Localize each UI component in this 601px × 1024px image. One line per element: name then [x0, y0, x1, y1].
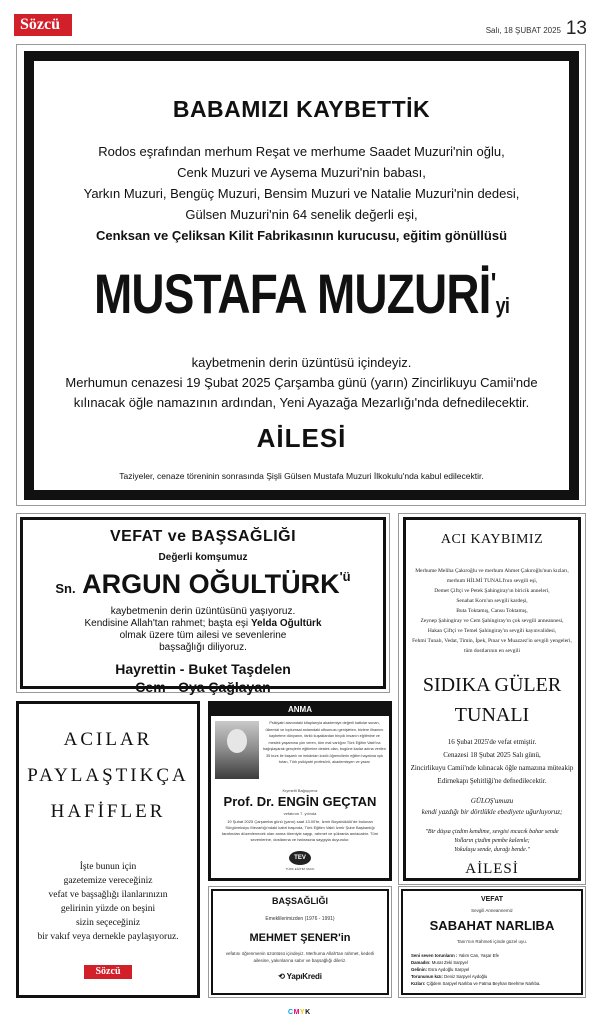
- aci-ad-info-line: Cenazesi 18 Şubat 2025 Salı günü,: [443, 751, 541, 759]
- aci-ad-line: Fehmi Tunalı, Vedat, Timin, İpek, Pınar ve Muazzez'in sevgili yengeleri,: [412, 638, 572, 644]
- cmyk-m: M: [293, 1009, 300, 1016]
- main-ad-funeral-info: [34, 353, 569, 413]
- list-item-label: Seni seven torunların :: [411, 953, 458, 958]
- vefat-ad-line: başsağlığı diliyoruz.: [159, 642, 247, 653]
- aci-ad-name-line: SIDIKA GÜLER: [422, 674, 562, 696]
- list-item-value: Yalım Can, Yaşar Efe: [458, 953, 500, 958]
- list-item-value: Esra Aydoğlu Sarpyel: [428, 967, 470, 972]
- aci-ad-gulos-line: kendi yazdığı bir dörtlükle ebediyete uğurluyoruz;: [421, 808, 563, 816]
- page-number: 13: [565, 18, 587, 39]
- acilar-ad-head-line: PAYLAŞTIKÇA: [27, 765, 189, 786]
- list-item-value: Çiğdem Sarpyel Narlıba ve Fatma Beyhan Beehme Narlıba.: [426, 981, 541, 986]
- list-item-label: Kızları:: [411, 981, 426, 986]
- main-ad-line: Cenk Muzuri ve Aysema Muzuri'nin babası,: [177, 165, 426, 180]
- aci-ad-line: tüm dostlarının en sevgili: [463, 648, 521, 654]
- acilar-ad-body-line: İşte bunun için: [79, 862, 137, 872]
- vefat-ad-subtitle: Değerli komşumuz: [158, 552, 248, 563]
- aci-ad-line: Senahat Korn'un sevgili kardeşi,: [456, 598, 528, 604]
- aci-ad: [403, 517, 581, 881]
- acilar-ad-head-line: HAFİFLER: [50, 801, 166, 822]
- main-ad-after-line: kaybetmenin derin üzüntüsü içindeyiz.: [191, 355, 412, 370]
- aci-ad-lines: [406, 566, 578, 656]
- list-item-value: Deniz Sarpyel Aydoğlu: [444, 974, 488, 979]
- main-ad-bold-line: Cenksan ve Çeliksan Kilit Fabrikasının kurucusu, eğitim gönüllüsü: [95, 228, 508, 243]
- vefat-ad-name-text: ARGUN OĞULTÜRK: [82, 569, 340, 599]
- sab-ad-subtitle: Sevgili Anneannemiz: [471, 908, 513, 913]
- aci-ad-info-line: 16 Şubat 2025'de vefat etmiştir.: [447, 738, 537, 746]
- main-ad-line: Gülsen Muzuri'nin 64 senelik değerli eşi,: [185, 207, 418, 222]
- aci-ad-name-line: TUNALI: [454, 704, 530, 726]
- sozcu-logo: Sözcü: [14, 14, 72, 36]
- sab-ad-name: SABAHAT NARLIBA: [429, 918, 555, 933]
- aci-ad-line: merhum HİLMİ TUNALI'nın sevgili eşi,: [446, 578, 538, 584]
- list-item: [411, 973, 581, 980]
- sab-ad: [401, 889, 583, 995]
- sab-ad-family-list: [403, 952, 581, 987]
- vefat-ad-suffix: 'ü: [339, 569, 351, 584]
- main-ad: [24, 51, 579, 500]
- anma-ad: [208, 701, 392, 881]
- aci-ad-line: Demet Çiftçi ve Petek Şahingiray'ın biricik anneleri,: [434, 588, 550, 594]
- aci-ad-line: Zeynep Şahingiray ve Cem Şahingiray'ın çok sevgili anneannesi,: [420, 618, 564, 624]
- vefat-ad-prefix: Sn.: [55, 581, 76, 596]
- bas-ad-text: vefatını öğrenmenin üzüntüsü içindeyiz. Merhuma Allah'tan rahmet, kederli ailesine, yakınlarına sabır ve başsağlığı dileriz.: [225, 951, 375, 963]
- anma-ad-years: vefatının 7. yılında: [283, 811, 317, 816]
- aci-ad-line: Buta Toktamış, Cansu Toktamış,: [456, 608, 528, 614]
- aci-ad-quote-line: "Bir düşsa çizdim kendime, sevgisi ıncacık bahar sende: [425, 829, 559, 835]
- acilar-ad-body-line: gazetemize vereceğiniz: [63, 876, 153, 886]
- anma-ad-name: Prof. Dr. ENGİN GEÇTAN: [223, 794, 377, 809]
- issue-date: Salı, 18 ŞUBAT 2025: [485, 26, 561, 35]
- anma-ad-text: 19 Şubat 2025 Çarşamba günü (yarın) saat 13.00'te, İzmir Boyabükülü'de bulunan Sürgüveksiyu Mezarlığı'ndaki kabri başında, Türk Eğitim Vakfı İzmir Şube Başkanlığı tarafından düzenlenecek olan anma töreniyle saygı, rahmet ve şükranla anılacaktır. Tüm sevenlerine, dostlarına ve hatırasına saygıyla duyurulur.: [221, 819, 379, 842]
- aci-ad-info: [406, 736, 578, 788]
- aci-ad-signature: AİLESİ: [465, 861, 519, 877]
- list-item-label: Damadın:: [411, 960, 431, 965]
- main-ad-lines: [34, 141, 569, 246]
- bas-ad-name: [213, 932, 387, 944]
- vefat-ad-line: kaybetmenin derin üzüntüsünü yaşıyoruz.: [110, 606, 296, 617]
- main-ad-line: Rodos eşrafından merhum Reşat ve merhume Saadet Muzuri'nin oğlu,: [98, 144, 505, 159]
- acilar-ad-body-line: sizin seçeceğiniz: [75, 918, 141, 928]
- vefat-ad-sign: Cem - Oya Çağlayan: [135, 679, 271, 695]
- portrait-photo: [215, 721, 259, 779]
- vefat-ad-text: [23, 606, 383, 654]
- acilar-ad-body-line: vefat ve başsağlığı ilanlarınızın: [48, 890, 168, 900]
- main-ad-footer: Taziyeler, cenaze töreninin sonrasında Şişli Gülsen Mustafa Muzuri İlkokulu'nda kabul edilecektir.: [119, 471, 484, 481]
- aci-ad-gulos: [406, 796, 578, 818]
- vefat-ad: [20, 517, 386, 695]
- aci-ad-info-line: Zincirlikuyu Camii'nde kılınacak öğle namazına müteakip: [410, 764, 574, 772]
- tev-logo-caption: TÜRK EĞİTİM VAKFI: [285, 867, 315, 871]
- list-item: [411, 966, 581, 973]
- bas-ad-name-text: MEHMET ŞENER: [249, 932, 339, 944]
- acilar-ad-body-line: gelirinin yüzde on beşini: [60, 904, 156, 914]
- tev-logo: TEV: [289, 851, 311, 865]
- cmyk-y: Y: [299, 1009, 305, 1016]
- anma-ad-header: ANMA: [211, 704, 389, 716]
- vefat-ad-signatures: [23, 660, 383, 696]
- yapikredi-logo-text: YapıKredi: [286, 972, 322, 981]
- cmyk-marker: [288, 1009, 311, 1016]
- acilar-ad-body: [19, 860, 197, 944]
- bas-ad: [211, 889, 389, 995]
- deceased-name-text: MUSTAFA MUZURİ: [93, 262, 491, 325]
- deceased-name: [82, 261, 521, 326]
- anma-ad-title: Kıymetli Bağışçımız: [282, 788, 318, 793]
- deceased-name-apostrophe: ': [490, 267, 496, 301]
- aci-ad-quote: [406, 828, 578, 855]
- aci-ad-name: [406, 670, 578, 730]
- aci-ad-quote-line: Yolların çizdim pembe kalemle;: [454, 838, 530, 844]
- list-item-label: Gelinin:: [411, 967, 427, 972]
- list-item: [411, 952, 581, 959]
- sab-ad-text: Tanrı'nın Rahmeti içinde güzel uyu.: [457, 939, 527, 944]
- aci-ad-gulos-title: GÜLOŞ'umuzu: [470, 797, 514, 805]
- cmyk-k: K: [305, 1009, 311, 1016]
- vefat-ad-spouse: Yelda Oğultürk: [250, 618, 322, 629]
- yapikredi-logo: ⟲ YapıKredi: [278, 972, 322, 981]
- aci-ad-title: ACI KAYBIMIZ: [440, 532, 544, 547]
- vefat-ad-line2: Kendisine Allah'tan rahmet; başta eşi: [84, 618, 249, 629]
- cmyk-c: C: [288, 1009, 294, 1016]
- vefat-ad-title: VEFAT ve BAŞSAĞLIĞI: [109, 528, 297, 545]
- vefat-ad-sign: Hayrettin - Buket Taşdelen: [115, 661, 291, 677]
- main-ad-line: Yarkın Muzuri, Bengüç Muzuri, Bensim Muzuri ve Natalie Muzuri'nin dedesi,: [83, 186, 520, 201]
- anma-ad-intro: Psikiyatri alanındaki kitaplarıyla akademiye değerli katkılar sunan, ülkemizi ve toplumsal anlamdaki ufkumuzu genişleten, bizlere ilhamını kaybetme dünyanın, farklı kuşaklardan birçok insanın eğitimine ve meslek yaşamına yön veren, tüm mal varlığını Türk Eğitim Vakfı'na bağışlayarak gençlerin eğitimine destek olan, bugüne kadar adına verilen 35 burs ile başarılı ve imkânları kısıtlı öğrencilerin eğitim hayatına ışık tutan, Türk psikiyatri profesörü, akademisyen ve yazar: [263, 721, 386, 764]
- main-ad-after-line: kılınacak öğle namazının ardından, Yeni Ayazağa Mezarlığı'nda defnedilecektir.: [73, 395, 530, 410]
- vefat-ad-name: [23, 569, 383, 600]
- bas-ad-subtitle: Emeklilerimizden (1976 - 1991): [265, 916, 335, 922]
- bas-ad-name-suffix: 'in: [338, 932, 351, 944]
- acilar-ad-logo: Sözcü: [84, 965, 132, 979]
- acilar-ad-head-line: ACILAR: [63, 729, 153, 750]
- aci-ad-quote-line: Yokuluşu sende, durağı bende.": [454, 847, 530, 853]
- sab-ad-title: VEFAT: [480, 896, 504, 903]
- acilar-ad-body-line: bir vakıf veya dernekle paylaşıyoruz.: [37, 932, 179, 942]
- list-item: [411, 959, 581, 966]
- vefat-ad-line: olmak üzere tüm ailesi ve sevenlerine: [119, 630, 287, 641]
- aci-ad-line: Hakan Çiftçi ve Temel Şahingiray'ın sevgili kayınvalidesi,: [427, 628, 557, 634]
- list-item-value: Murat Zeki Sarpyel: [431, 960, 468, 965]
- list-item: [411, 980, 581, 987]
- aci-ad-line: Merhume Meliha Çakıroğlu ve merhum Ahmet Çakıroğlu'nun kızları,: [415, 568, 569, 574]
- aci-ad-info-line: Edirnekapı Şehitliği'ne defnedilecektir.: [437, 777, 547, 785]
- main-ad-title: BABAMIZI KAYBETTİK: [172, 96, 431, 122]
- acilar-ad: [16, 701, 200, 998]
- vefat-ad-line: [23, 618, 383, 630]
- acilar-ad-heading: [19, 722, 197, 830]
- list-item-label: Torununun kızı:: [411, 974, 443, 979]
- bas-ad-title: BAŞSAĞLIĞI: [271, 896, 328, 906]
- main-ad-after-line: Merhumun cenazesi 19 Şubat 2025 Çarşamba günü (yarın) Zincirlikuyu Camii'nde: [65, 375, 538, 390]
- deceased-name-suffix: yi: [495, 293, 510, 318]
- main-ad-family: AİLESİ: [256, 423, 347, 453]
